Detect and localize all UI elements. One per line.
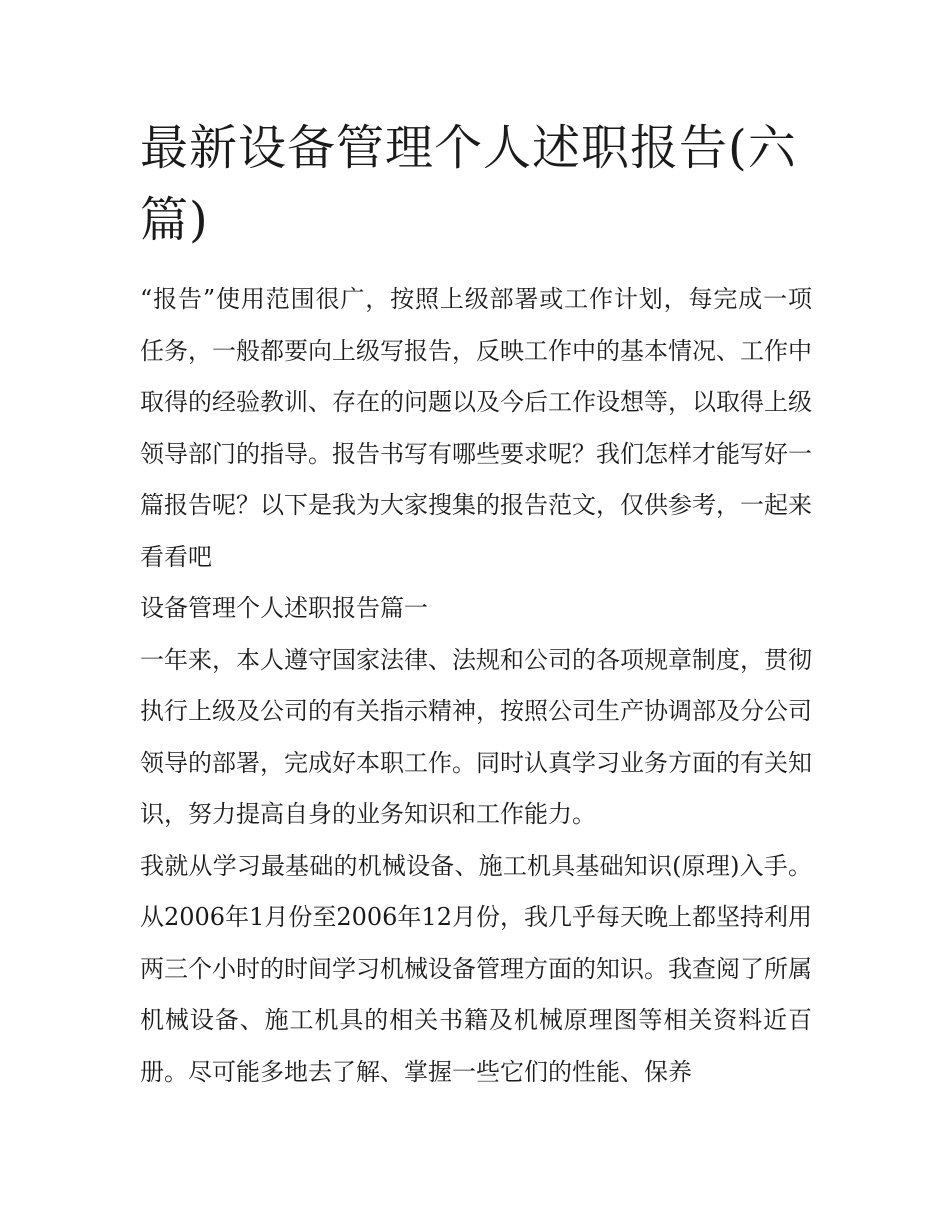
document-body [140, 274, 812, 1098]
section-heading: 设备管理个人述职报告篇一 [140, 594, 428, 622]
document-title: 最新设备管理个人述职报告(六篇) [140, 120, 797, 248]
intro-paragraph: “报告”使用范围很广，按照上级部署或工作计划，每完成一项任务，一般都要向上级写报告，反映工作中的基本情况、工作中取得的经验教训、存在的问题以及今后工作设想等，以取得上级领导部门的指导。报告书写有哪些要求呢？我们怎样才能写好一篇报告呢？以下是我为大家搜集的报告范文，仅供参考，一起来看看吧 [140, 285, 812, 571]
body-paragraph: 一年来，本人遵守国家法律、法规和公司的各项规章制度，贯彻执行上级及公司的有关指示精神，按照公司生产协调部及分公司领导的部署，完成好本职工作。同时认真学习业务方面的有关知识，努力提高自身的业务知识和工作能力。 [140, 645, 812, 828]
document-page [140, 112, 812, 1098]
body-paragraph: 我就从学习最基础的机械设备、施工机具基础知识(原理)入手。从2006年1月份至2006年12月份，我几乎每天晚上都坚持利用两三个小时的时间学习机械设备管理方面的知识。我查阅了所属机械设备、施工机具的相关书籍及机械原理图等相关资料近百册。尽可能多地去了解、掌握一些它们的性能、保养 [140, 851, 812, 1086]
